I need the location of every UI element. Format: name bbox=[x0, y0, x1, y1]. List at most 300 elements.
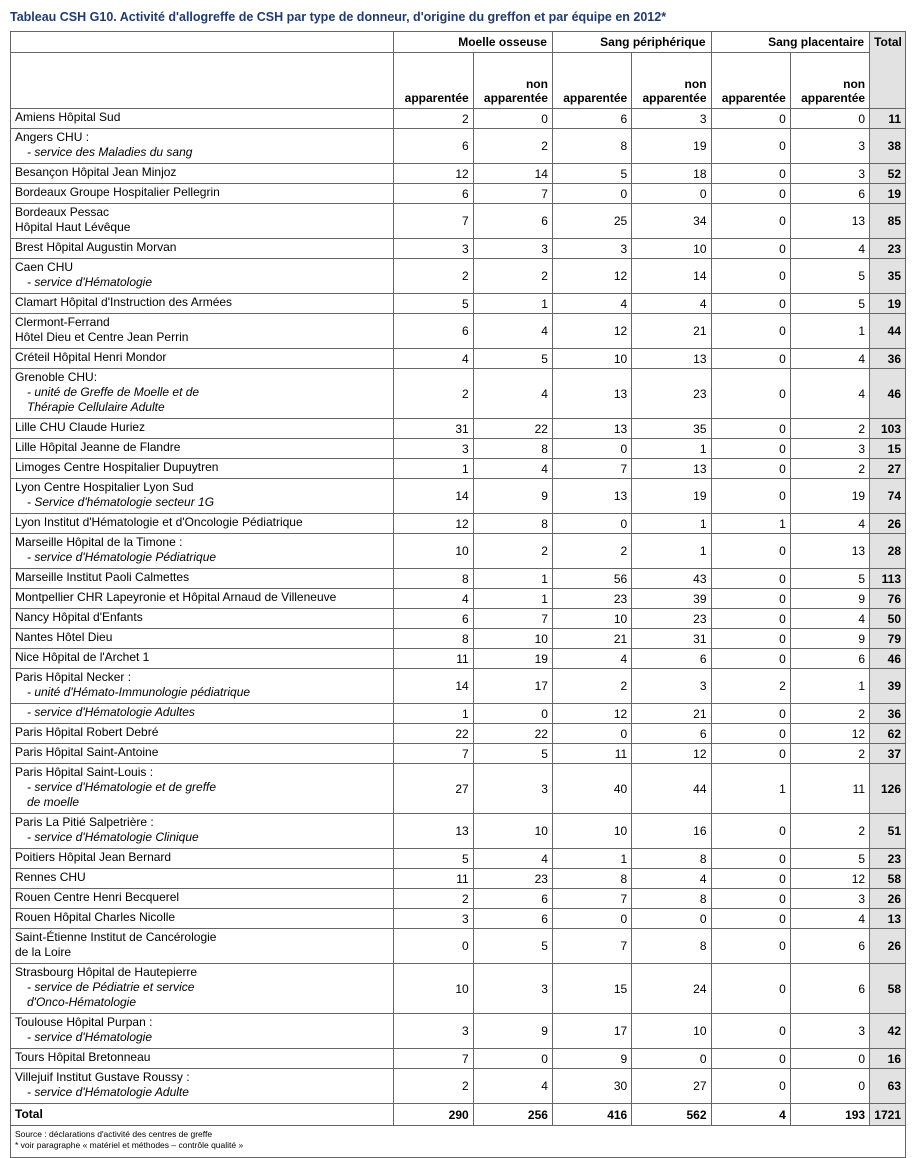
team-name-cell bbox=[11, 109, 394, 129]
team-service-line: - service d'Hématologie bbox=[27, 1030, 153, 1044]
value-cell: 2 bbox=[790, 814, 869, 849]
team-name-line: Paris Hôpital Necker : bbox=[15, 670, 132, 684]
value-cell: 0 bbox=[711, 909, 790, 929]
value-cell: 0 bbox=[552, 514, 631, 534]
value-cell: 1 bbox=[790, 669, 869, 704]
value-cell: 22 bbox=[394, 724, 473, 744]
value-cell: 0 bbox=[552, 439, 631, 459]
team-name-cell bbox=[11, 514, 394, 534]
value-cell: 1 bbox=[394, 704, 473, 724]
team-name-cell bbox=[11, 164, 394, 184]
table-row bbox=[11, 514, 906, 534]
team-name-line: Paris Hôpital Robert Debré bbox=[15, 725, 159, 739]
value-cell: 0 bbox=[711, 1049, 790, 1069]
value-cell: 4 bbox=[473, 369, 552, 419]
value-cell: 1 bbox=[394, 459, 473, 479]
team-service-line: - service d'Hématologie Adultes bbox=[27, 705, 195, 719]
team-name-cell bbox=[11, 649, 394, 669]
table-row bbox=[11, 109, 906, 129]
value-cell: 2 bbox=[473, 259, 552, 294]
value-cell: 5 bbox=[790, 569, 869, 589]
team-name-cell bbox=[11, 369, 394, 419]
row-total-cell: 26 bbox=[870, 929, 906, 964]
value-cell: 12 bbox=[790, 869, 869, 889]
value-cell: 30 bbox=[552, 1069, 631, 1104]
row-total-cell: 16 bbox=[870, 1049, 906, 1069]
table-row bbox=[11, 314, 906, 349]
table-row bbox=[11, 1069, 906, 1104]
table-title: Tableau CSH G10. Activité d'allogreffe de CSH par type de donneur, d'origine du greffon et par équipe en 2012* bbox=[10, 10, 667, 24]
team-name-cell bbox=[11, 909, 394, 929]
value-cell: 2 bbox=[790, 704, 869, 724]
value-cell: 3 bbox=[552, 239, 631, 259]
team-name-line: Limoges Centre Hospitalier Dupuytren bbox=[15, 460, 219, 474]
sub-header-non-apparentee: non apparentée bbox=[790, 53, 869, 109]
value-cell: 0 bbox=[711, 419, 790, 439]
value-cell: 0 bbox=[473, 704, 552, 724]
value-cell: 2 bbox=[394, 889, 473, 909]
value-cell: 0 bbox=[711, 724, 790, 744]
value-cell: 10 bbox=[473, 629, 552, 649]
value-cell: 0 bbox=[790, 109, 869, 129]
team-name-cell bbox=[11, 294, 394, 314]
value-cell: 5 bbox=[394, 294, 473, 314]
footnote-source: Source : déclarations d'activité des centres de greffe bbox=[15, 1129, 213, 1139]
table-row bbox=[11, 349, 906, 369]
row-total-cell: 74 bbox=[870, 479, 906, 514]
value-cell: 3 bbox=[394, 909, 473, 929]
value-cell: 27 bbox=[394, 764, 473, 814]
value-cell: 0 bbox=[711, 439, 790, 459]
value-cell: 21 bbox=[552, 629, 631, 649]
table-row bbox=[11, 129, 906, 164]
row-total-cell: 36 bbox=[870, 349, 906, 369]
team-name-line: Marseille Hôpital de la Timone : bbox=[15, 535, 183, 549]
table-row bbox=[11, 609, 906, 629]
team-name-line: Rouen Centre Henri Becquerel bbox=[15, 890, 180, 904]
value-cell: 8 bbox=[632, 929, 711, 964]
value-cell: 19 bbox=[632, 129, 711, 164]
value-cell: 13 bbox=[552, 369, 631, 419]
team-name-cell bbox=[11, 204, 394, 239]
row-total-cell: 38 bbox=[870, 129, 906, 164]
row-total-cell: 27 bbox=[870, 459, 906, 479]
value-cell: 6 bbox=[394, 129, 473, 164]
team-name-line: Brest Hôpital Augustin Morvan bbox=[15, 240, 177, 254]
value-cell: 14 bbox=[394, 669, 473, 704]
value-cell: 10 bbox=[552, 349, 631, 369]
value-cell: 8 bbox=[632, 849, 711, 869]
team-name-cell bbox=[11, 589, 394, 609]
value-cell: 12 bbox=[394, 514, 473, 534]
table-row bbox=[11, 259, 906, 294]
value-cell: 10 bbox=[473, 814, 552, 849]
value-cell: 6 bbox=[394, 184, 473, 204]
value-cell: 3 bbox=[632, 669, 711, 704]
table-row bbox=[11, 669, 906, 704]
value-cell: 2 bbox=[552, 534, 631, 569]
value-cell: 1 bbox=[632, 439, 711, 459]
value-cell: 35 bbox=[632, 419, 711, 439]
value-cell: 6 bbox=[394, 314, 473, 349]
value-cell: 14 bbox=[473, 164, 552, 184]
value-cell: 4 bbox=[632, 294, 711, 314]
value-cell: 6 bbox=[790, 649, 869, 669]
table-row bbox=[11, 164, 906, 184]
team-name-line: Lille CHU Claude Huriez bbox=[15, 420, 146, 434]
value-cell: 0 bbox=[790, 1069, 869, 1104]
team-name-cell bbox=[11, 964, 394, 1014]
value-cell: 0 bbox=[711, 259, 790, 294]
value-cell: 0 bbox=[711, 534, 790, 569]
team-name-line: Rouen Hôpital Charles Nicolle bbox=[15, 910, 176, 924]
value-cell: 3 bbox=[394, 439, 473, 459]
value-cell: 6 bbox=[790, 964, 869, 1014]
value-cell: 0 bbox=[711, 704, 790, 724]
value-cell: 9 bbox=[552, 1049, 631, 1069]
value-cell: 22 bbox=[473, 419, 552, 439]
value-cell: 0 bbox=[394, 929, 473, 964]
value-cell: 43 bbox=[632, 569, 711, 589]
value-cell: 4 bbox=[790, 369, 869, 419]
value-cell: 21 bbox=[632, 314, 711, 349]
value-cell: 0 bbox=[632, 909, 711, 929]
team-name-cell bbox=[11, 889, 394, 909]
value-cell: 4 bbox=[790, 609, 869, 629]
value-cell: 12 bbox=[552, 314, 631, 349]
team-name-line: Marseille Institut Paoli Calmettes bbox=[15, 570, 190, 584]
value-cell: 0 bbox=[711, 184, 790, 204]
data-table bbox=[10, 31, 906, 1158]
row-total-cell: 58 bbox=[870, 869, 906, 889]
value-cell: 3 bbox=[790, 889, 869, 909]
table-row bbox=[11, 724, 906, 744]
value-cell: 9 bbox=[473, 1014, 552, 1049]
value-cell: 4 bbox=[473, 1069, 552, 1104]
value-cell: 10 bbox=[552, 609, 631, 629]
total-cell: 290 bbox=[394, 1104, 473, 1126]
value-cell: 39 bbox=[632, 589, 711, 609]
value-cell: 0 bbox=[711, 349, 790, 369]
team-service-line: - service d'Hématologie Pédiatrique bbox=[27, 550, 217, 564]
team-name-line: Angers CHU : bbox=[15, 130, 90, 144]
value-cell: 0 bbox=[711, 369, 790, 419]
row-total-cell: 15 bbox=[870, 439, 906, 459]
value-cell: 11 bbox=[394, 649, 473, 669]
value-cell: 56 bbox=[552, 569, 631, 589]
row-total-cell: 46 bbox=[870, 649, 906, 669]
team-name-cell bbox=[11, 419, 394, 439]
value-cell: 31 bbox=[632, 629, 711, 649]
total-cell: 4 bbox=[711, 1104, 790, 1126]
value-cell: 7 bbox=[552, 929, 631, 964]
value-cell: 1 bbox=[552, 849, 631, 869]
team-name-line: Caen CHU bbox=[15, 260, 74, 274]
value-cell: 44 bbox=[632, 764, 711, 814]
value-cell: 0 bbox=[711, 109, 790, 129]
team-name-line: Nancy Hôpital d'Enfants bbox=[15, 610, 143, 624]
total-row-label: Total bbox=[11, 1104, 394, 1126]
value-cell: 0 bbox=[790, 1049, 869, 1069]
team-service-line: d'Onco-Hématologie bbox=[27, 995, 137, 1009]
value-cell: 1 bbox=[632, 514, 711, 534]
value-cell: 0 bbox=[711, 814, 790, 849]
value-cell: 21 bbox=[632, 704, 711, 724]
team-name-line: Strasbourg Hôpital de Hautepierre bbox=[15, 965, 198, 979]
value-cell: 0 bbox=[711, 239, 790, 259]
value-cell: 23 bbox=[632, 609, 711, 629]
value-cell: 2 bbox=[711, 669, 790, 704]
table-row bbox=[11, 649, 906, 669]
total-cell: 256 bbox=[473, 1104, 552, 1126]
team-name-line: Toulouse Hôpital Purpan : bbox=[15, 1015, 153, 1029]
value-cell: 12 bbox=[552, 259, 631, 294]
value-cell: 12 bbox=[552, 704, 631, 724]
group-header-sang-placentaire: Sang placentaire bbox=[711, 32, 870, 53]
team-name-line: Amiens Hôpital Sud bbox=[15, 110, 121, 124]
team-name-cell bbox=[11, 184, 394, 204]
team-name-line: Hôpital Haut Lévêque bbox=[15, 220, 131, 234]
table-row bbox=[11, 369, 906, 419]
value-cell: 2 bbox=[394, 109, 473, 129]
row-total-cell: 42 bbox=[870, 1014, 906, 1049]
table-header bbox=[11, 32, 906, 109]
total-cell: 562 bbox=[632, 1104, 711, 1126]
value-cell: 0 bbox=[552, 909, 631, 929]
row-total-cell: 103 bbox=[870, 419, 906, 439]
total-cell: 416 bbox=[552, 1104, 631, 1126]
table-row bbox=[11, 204, 906, 239]
value-cell: 10 bbox=[394, 964, 473, 1014]
footnote-row bbox=[11, 1126, 906, 1158]
value-cell: 1 bbox=[711, 764, 790, 814]
value-cell: 4 bbox=[552, 294, 631, 314]
value-cell: 5 bbox=[473, 349, 552, 369]
value-cell: 5 bbox=[473, 744, 552, 764]
value-cell: 3 bbox=[473, 239, 552, 259]
row-total-cell: 39 bbox=[870, 669, 906, 704]
value-cell: 9 bbox=[790, 589, 869, 609]
value-cell: 4 bbox=[790, 909, 869, 929]
value-cell: 4 bbox=[473, 314, 552, 349]
team-name-line: Villejuif Institut Gustave Roussy : bbox=[15, 1070, 190, 1084]
value-cell: 3 bbox=[394, 1014, 473, 1049]
value-cell: 0 bbox=[711, 744, 790, 764]
row-total-cell: 113 bbox=[870, 569, 906, 589]
value-cell: 12 bbox=[790, 724, 869, 744]
value-cell: 6 bbox=[473, 889, 552, 909]
team-service-line: - service d'Hématologie Adulte bbox=[27, 1085, 189, 1099]
value-cell: 31 bbox=[394, 419, 473, 439]
team-name-line: Clamart Hôpital d'Instruction des Armées bbox=[15, 295, 233, 309]
value-cell: 4 bbox=[473, 459, 552, 479]
value-cell: 0 bbox=[711, 869, 790, 889]
table-row bbox=[11, 814, 906, 849]
team-service-line: - service de Pédiatrie et service bbox=[27, 980, 195, 994]
table-row bbox=[11, 459, 906, 479]
sub-header-row bbox=[11, 53, 906, 109]
team-service-line: - Service d'hématologie secteur 1G bbox=[27, 495, 215, 509]
value-cell: 3 bbox=[473, 964, 552, 1014]
value-cell: 7 bbox=[552, 459, 631, 479]
total-cell: 193 bbox=[790, 1104, 869, 1126]
team-name-cell bbox=[11, 929, 394, 964]
table-row bbox=[11, 1014, 906, 1049]
value-cell: 1 bbox=[632, 534, 711, 569]
team-name-cell bbox=[11, 629, 394, 649]
value-cell: 3 bbox=[790, 1014, 869, 1049]
team-name-cell bbox=[11, 609, 394, 629]
team-name-line: Créteil Hôpital Henri Mondor bbox=[15, 350, 167, 364]
team-name-cell bbox=[11, 259, 394, 294]
value-cell: 17 bbox=[552, 1014, 631, 1049]
row-total-cell: 44 bbox=[870, 314, 906, 349]
row-total-cell: 19 bbox=[870, 184, 906, 204]
row-total-cell: 23 bbox=[870, 239, 906, 259]
table-row bbox=[11, 744, 906, 764]
value-cell: 13 bbox=[394, 814, 473, 849]
team-service-line: - unité de Greffe de Moelle et de bbox=[27, 385, 200, 399]
table-row bbox=[11, 479, 906, 514]
value-cell: 12 bbox=[394, 164, 473, 184]
value-cell: 23 bbox=[552, 589, 631, 609]
team-name-line: Tours Hôpital Bretonneau bbox=[15, 1050, 151, 1064]
corner-cell bbox=[11, 32, 394, 53]
value-cell: 5 bbox=[394, 849, 473, 869]
team-service-line: - service d'Hématologie et de greffe bbox=[27, 780, 217, 794]
table-row bbox=[11, 534, 906, 569]
value-cell: 5 bbox=[790, 259, 869, 294]
team-name-cell bbox=[11, 669, 394, 704]
team-name-line: Poitiers Hôpital Jean Bernard bbox=[15, 850, 172, 864]
team-name-cell bbox=[11, 129, 394, 164]
team-name-line: Montpellier CHR Lapeyronie et Hôpital Arnaud de Villeneuve bbox=[15, 590, 337, 604]
grand-total-cell: 1721 bbox=[870, 1104, 906, 1126]
value-cell: 2 bbox=[394, 369, 473, 419]
value-cell: 19 bbox=[632, 479, 711, 514]
table-row bbox=[11, 239, 906, 259]
team-name-line: Lyon Centre Hospitalier Lyon Sud bbox=[15, 480, 194, 494]
value-cell: 7 bbox=[552, 889, 631, 909]
team-name-line: de la Loire bbox=[15, 945, 72, 959]
value-cell: 19 bbox=[790, 479, 869, 514]
value-cell: 25 bbox=[552, 204, 631, 239]
value-cell: 6 bbox=[473, 204, 552, 239]
row-total-cell: 26 bbox=[870, 514, 906, 534]
value-cell: 0 bbox=[711, 1014, 790, 1049]
value-cell: 13 bbox=[552, 419, 631, 439]
row-total-cell: 126 bbox=[870, 764, 906, 814]
value-cell: 0 bbox=[711, 479, 790, 514]
value-cell: 34 bbox=[632, 204, 711, 239]
row-total-cell: 50 bbox=[870, 609, 906, 629]
row-total-cell: 76 bbox=[870, 589, 906, 609]
table-row bbox=[11, 764, 906, 814]
table-row bbox=[11, 1049, 906, 1069]
corner-cell-2 bbox=[11, 53, 394, 109]
team-service-line: - service des Maladies du sang bbox=[27, 145, 193, 159]
value-cell: 0 bbox=[711, 459, 790, 479]
team-name-cell bbox=[11, 239, 394, 259]
row-total-cell: 79 bbox=[870, 629, 906, 649]
value-cell: 23 bbox=[473, 869, 552, 889]
value-cell: 14 bbox=[394, 479, 473, 514]
value-cell: 2 bbox=[790, 459, 869, 479]
value-cell: 5 bbox=[790, 849, 869, 869]
value-cell: 7 bbox=[473, 184, 552, 204]
value-cell: 2 bbox=[790, 419, 869, 439]
value-cell: 7 bbox=[394, 1049, 473, 1069]
team-name-cell bbox=[11, 534, 394, 569]
team-name-line: Rennes CHU bbox=[15, 870, 86, 884]
value-cell: 3 bbox=[790, 164, 869, 184]
value-cell: 3 bbox=[394, 239, 473, 259]
value-cell: 2 bbox=[394, 259, 473, 294]
table-row bbox=[11, 589, 906, 609]
value-cell: 4 bbox=[790, 349, 869, 369]
value-cell: 6 bbox=[394, 609, 473, 629]
value-cell: 18 bbox=[632, 164, 711, 184]
value-cell: 2 bbox=[473, 534, 552, 569]
row-total-cell: 85 bbox=[870, 204, 906, 239]
team-name-cell bbox=[11, 869, 394, 889]
group-header-moelle: Moelle osseuse bbox=[394, 32, 553, 53]
sub-header-apparentee: apparentée bbox=[394, 53, 473, 109]
row-total-cell: 19 bbox=[870, 294, 906, 314]
team-name-line: Bordeaux Groupe Hospitalier Pellegrin bbox=[15, 185, 220, 199]
value-cell: 4 bbox=[632, 869, 711, 889]
value-cell: 7 bbox=[394, 204, 473, 239]
team-name-cell bbox=[11, 459, 394, 479]
value-cell: 3 bbox=[790, 439, 869, 459]
team-name-line: Lille Hôpital Jeanne de Flandre bbox=[15, 440, 181, 454]
team-name-line: Hôtel Dieu et Centre Jean Perrin bbox=[15, 330, 189, 344]
value-cell: 9 bbox=[473, 479, 552, 514]
row-total-cell: 28 bbox=[870, 534, 906, 569]
value-cell: 0 bbox=[711, 569, 790, 589]
value-cell: 17 bbox=[473, 669, 552, 704]
value-cell: 23 bbox=[632, 369, 711, 419]
row-total-cell: 13 bbox=[870, 909, 906, 929]
value-cell: 0 bbox=[711, 929, 790, 964]
value-cell: 0 bbox=[711, 889, 790, 909]
value-cell: 4 bbox=[394, 349, 473, 369]
value-cell: 8 bbox=[394, 629, 473, 649]
team-name-cell bbox=[11, 314, 394, 349]
team-name-cell bbox=[11, 814, 394, 849]
value-cell: 10 bbox=[394, 534, 473, 569]
team-name-line: Nantes Hôtel Dieu bbox=[15, 630, 113, 644]
value-cell: 1 bbox=[473, 589, 552, 609]
value-cell: 0 bbox=[632, 184, 711, 204]
team-name-line: Paris Hôpital Saint-Antoine bbox=[15, 745, 159, 759]
row-total-cell: 36 bbox=[870, 704, 906, 724]
value-cell: 24 bbox=[632, 964, 711, 1014]
team-name-cell bbox=[11, 439, 394, 459]
team-name-line: Bordeaux Pessac bbox=[15, 205, 110, 219]
team-name-line: Lyon Institut d'Hématologie et d'Oncologie Pédiatrique bbox=[15, 515, 303, 529]
value-cell: 0 bbox=[552, 184, 631, 204]
value-cell: 5 bbox=[473, 929, 552, 964]
team-name-cell bbox=[11, 1014, 394, 1049]
table-row bbox=[11, 849, 906, 869]
team-name-cell bbox=[11, 849, 394, 869]
value-cell: 4 bbox=[552, 649, 631, 669]
team-service-line: - service d'Hématologie Clinique bbox=[27, 830, 199, 844]
team-name-cell bbox=[11, 1069, 394, 1104]
value-cell: 13 bbox=[790, 534, 869, 569]
value-cell: 0 bbox=[473, 109, 552, 129]
